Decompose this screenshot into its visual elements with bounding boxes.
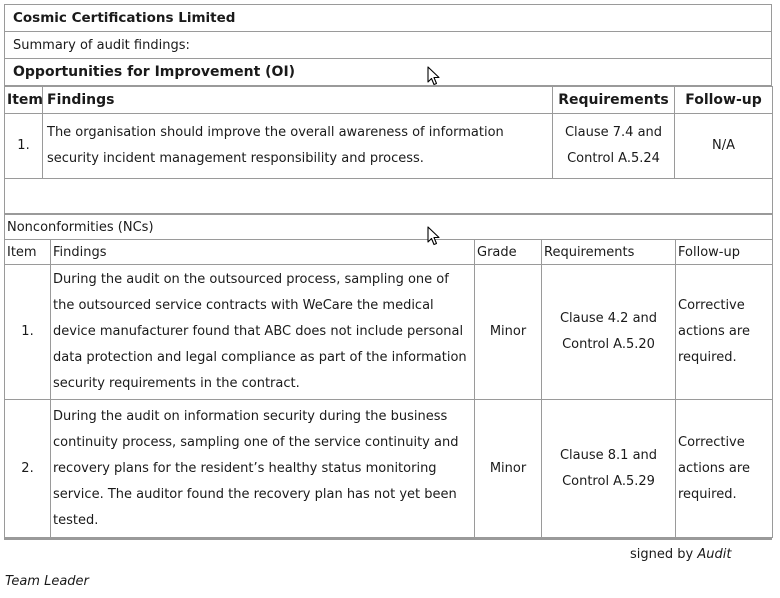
nc-col-item: Item bbox=[5, 240, 51, 265]
nc-followup: Corrective actions are required. bbox=[676, 400, 773, 538]
nc-item-number: 1. bbox=[5, 265, 51, 400]
nc-grade: Minor bbox=[475, 265, 542, 400]
nc-finding-text: During the audit on the outsourced process, sampling one of the outsourced service contracts with WeCare the medical device manufacturer found that ABC does not include personal data protection and legal compliance as part of the information security requirements in the contract. bbox=[51, 265, 475, 400]
nc-grade: Minor bbox=[475, 400, 542, 538]
oi-heading: Opportunities for Improvement (OI) bbox=[5, 59, 772, 86]
signature-line bbox=[630, 547, 731, 562]
nc-col-findings: Findings bbox=[51, 240, 475, 265]
oi-col-item: Item bbox=[5, 87, 43, 114]
signer-role-part1: Audit bbox=[697, 547, 732, 562]
summary-label: Summary of audit findings: bbox=[5, 32, 772, 59]
signed-by-label: signed by bbox=[630, 547, 694, 562]
nc-col-requirements: Requirements bbox=[542, 240, 676, 265]
oi-requirement: Clause 7.4 and Control A.5.24 bbox=[553, 114, 675, 179]
signer-role-part2: Team Leader bbox=[5, 574, 89, 589]
header-table bbox=[4, 4, 772, 86]
nc-finding-text: During the audit on information security during the business continuity process, sampling one of the service continuity and recovery plans for the resident’s healthy status monitoring service. The auditor found the recovery plan has not yet been tested. bbox=[51, 400, 475, 538]
company-name: Cosmic Certifications Limited bbox=[5, 5, 772, 32]
company-row bbox=[5, 5, 772, 32]
nc-table bbox=[4, 214, 773, 538]
nc-heading: Nonconformities (NCs) bbox=[5, 215, 773, 240]
oi-col-findings: Findings bbox=[43, 87, 553, 114]
oi-col-followup: Follow-up bbox=[675, 87, 773, 114]
spacer-cell bbox=[5, 179, 773, 214]
mouse-pointer-icon bbox=[427, 226, 441, 246]
nc-requirement: Clause 4.2 and Control A.5.20 bbox=[542, 265, 676, 400]
table-row bbox=[5, 400, 773, 538]
nc-col-followup: Follow-up bbox=[676, 240, 773, 265]
oi-heading-row bbox=[5, 59, 772, 86]
oi-table bbox=[4, 86, 773, 214]
oi-finding-text: The organisation should improve the overall awareness of information security incident management responsibility and process. bbox=[43, 114, 553, 179]
summary-row bbox=[5, 32, 772, 59]
nc-requirement: Clause 8.1 and Control A.5.29 bbox=[542, 400, 676, 538]
spacer-row bbox=[5, 179, 773, 214]
mouse-pointer-icon bbox=[427, 66, 441, 86]
table-row bbox=[5, 114, 773, 179]
oi-column-headers bbox=[5, 87, 773, 114]
nc-followup: Corrective actions are required. bbox=[676, 265, 773, 400]
audit-findings-sheet bbox=[4, 4, 772, 540]
table-row bbox=[5, 265, 773, 400]
oi-col-requirements: Requirements bbox=[553, 87, 675, 114]
nc-col-grade: Grade bbox=[475, 240, 542, 265]
nc-heading-row bbox=[5, 215, 773, 240]
oi-item-number: 1. bbox=[5, 114, 43, 179]
oi-followup: N/A bbox=[675, 114, 773, 179]
bottom-divider bbox=[4, 538, 772, 540]
nc-item-number: 2. bbox=[5, 400, 51, 538]
nc-column-headers bbox=[5, 240, 773, 265]
